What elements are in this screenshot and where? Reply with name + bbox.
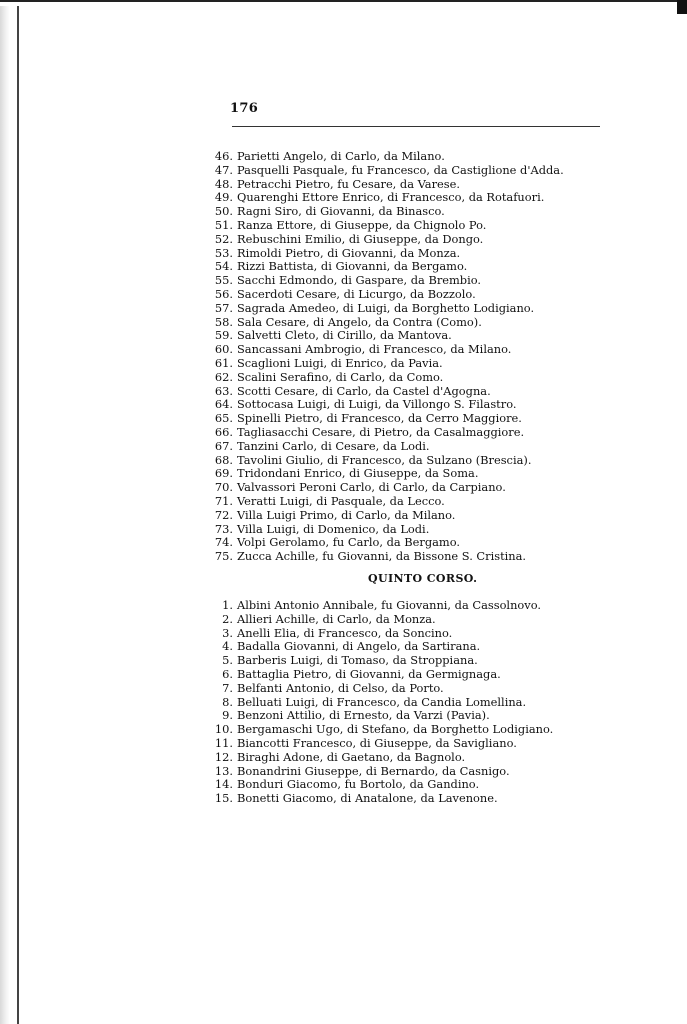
entry-text: Ragni Siro, di Giovanni, da Binasco. (237, 204, 445, 219)
entry-text: Rimoldi Pietro, di Giovanni, da Monza. (237, 245, 461, 260)
entry-number: 2. (222, 611, 233, 626)
entry-text: Rizzi Battista, di Giovanni, da Bergamo. (237, 259, 468, 274)
list-item (200, 302, 564, 316)
list-item (200, 247, 564, 261)
entry-number: 9. (222, 708, 233, 723)
entry-text: Sala Cesare, di Angelo, da Contra (Como). (237, 314, 482, 329)
entry-number: 53. (214, 245, 233, 260)
page-number: 176 (230, 101, 259, 116)
list-item (200, 536, 564, 550)
entry-number: 70. (214, 480, 233, 495)
entry-number: 74. (214, 535, 233, 550)
list-item (200, 385, 564, 399)
entry-text: Bergamaschi Ugo, di Stefano, da Borghetto Lodigiano. (237, 722, 554, 737)
entry-number: 65. (214, 411, 233, 426)
entry-text: Veratti Luigi, di Pasquale, da Lecco. (237, 493, 445, 508)
entry-text: Badalla Giovanni, di Angelo, da Sartirana. (237, 639, 481, 654)
section-title: QUINTO CORSO. (368, 572, 478, 585)
entry-number: 7. (222, 680, 233, 695)
list-item (200, 440, 564, 454)
list-item (200, 765, 553, 779)
entry-number: 73. (214, 521, 233, 536)
list-item (200, 150, 564, 164)
entry-text: Tridondani Enrico, di Giuseppe, da Soma. (237, 466, 479, 481)
list-item (200, 481, 564, 495)
entry-number: 63. (214, 383, 233, 398)
entry-text: Sottocasa Luigi, di Luigi, da Villongo S. Filastro. (237, 397, 517, 412)
entry-number: 62. (214, 369, 233, 384)
entry-number: 58. (214, 314, 233, 329)
list-item (200, 599, 553, 613)
list-item (200, 219, 564, 233)
list-item (200, 205, 564, 219)
entry-text: Tavolini Giulio, di Francesco, da Sulzano (Brescia). (237, 452, 532, 467)
list-item (200, 164, 564, 178)
entry-text: Pasquelli Pasquale, fu Francesco, da Castiglione d'Adda. (237, 162, 564, 177)
entry-number: 10. (214, 722, 233, 737)
list-item (200, 523, 564, 537)
header-rule (232, 126, 600, 127)
entry-text: Volpi Gerolamo, fu Carlo, da Bergamo. (237, 535, 461, 550)
list-item (200, 668, 553, 682)
entry-text: Bonetti Giacomo, di Anatalone, da Lavenone. (237, 791, 498, 806)
entry-text: Sancassani Ambrogio, di Francesco, da Milano. (237, 342, 512, 357)
list-item (200, 357, 564, 371)
entry-number: 3. (222, 625, 233, 640)
entry-text: Tanzini Carlo, di Cesare, da Lodi. (237, 438, 430, 453)
entry-number: 6. (222, 666, 233, 681)
entry-number: 60. (214, 342, 233, 357)
entry-text: Biraghi Adone, di Gaetano, da Bagnolo. (237, 749, 466, 764)
entry-text: Villa Luigi, di Domenico, da Lodi. (237, 521, 430, 536)
entry-number: 14. (214, 777, 233, 792)
list-item (200, 723, 553, 737)
entry-number: 1. (222, 598, 233, 612)
entry-text: Scaglioni Luigi, di Enrico, da Pavia. (237, 355, 443, 370)
entry-number: 68. (214, 452, 233, 467)
list-item (200, 696, 553, 710)
entry-text: Sacerdoti Cesare, di Licurgo, da Bozzolo. (237, 286, 476, 301)
entry-number: 55. (214, 273, 233, 288)
entry-number: 57. (214, 300, 233, 315)
entry-number: 8. (222, 694, 233, 709)
enrollment-list-continued (200, 150, 564, 564)
entry-number: 69. (214, 466, 233, 481)
list-item (200, 316, 564, 330)
entry-text: Benzoni Attilio, di Ernesto, da Varzi (Pavia). (237, 708, 490, 723)
entry-text: Zucca Achille, fu Giovanni, da Bissone S. Cristina. (237, 549, 527, 564)
list-item (200, 550, 564, 564)
entry-text: Battaglia Pietro, di Giovanni, da Germignaga. (237, 666, 501, 681)
entry-number: 61. (214, 355, 233, 370)
entry-text: Biancotti Francesco, di Giuseppe, da Savigliano. (237, 735, 517, 750)
top-border-rule (0, 0, 687, 6)
entry-number: 75. (214, 549, 233, 564)
entry-number: 66. (214, 424, 233, 439)
list-item (200, 398, 564, 412)
entry-number: 11. (214, 735, 233, 750)
entry-number: 54. (214, 259, 233, 274)
list-item (200, 627, 553, 641)
entry-text: Allieri Achille, di Carlo, da Monza. (237, 611, 436, 626)
entry-text: Bonandrini Giuseppe, di Bernardo, da Casnigo. (237, 763, 510, 778)
entry-number: 4. (222, 639, 233, 654)
entry-text: Petracchi Pietro, fu Cesare, da Varese. (237, 176, 460, 191)
list-item (200, 509, 564, 523)
entry-number: 71. (214, 493, 233, 508)
entry-number: 48. (214, 176, 233, 191)
entry-text: Villa Luigi Primo, di Carlo, da Milano. (237, 507, 456, 522)
list-item (200, 751, 553, 765)
entry-text: Scalini Serafino, di Carlo, da Como. (237, 369, 444, 384)
entry-text: Scotti Cesare, di Carlo, da Castel d'Agogna. (237, 383, 491, 398)
entry-number: 64. (214, 397, 233, 412)
entry-text: Belluati Luigi, di Francesco, da Candia Lomellina. (237, 694, 527, 709)
entry-text: Sagrada Amedeo, di Luigi, da Borghetto Lodigiano. (237, 300, 535, 315)
entry-text: Barberis Luigi, di Tomaso, da Stroppiana. (237, 653, 478, 668)
list-item (200, 495, 564, 509)
list-item (200, 426, 564, 440)
entry-number: 5. (222, 653, 233, 668)
entry-text: Belfanti Antonio, di Celso, da Porto. (237, 680, 444, 695)
entry-text: Spinelli Pietro, di Francesco, da Cerro Maggiore. (237, 411, 522, 426)
list-item (200, 412, 564, 426)
list-item (200, 640, 553, 654)
entry-number: 59. (214, 328, 233, 343)
entry-text: Quarenghi Ettore Enrico, di Francesco, da Rotafuori. (237, 190, 545, 205)
entry-number: 49. (214, 190, 233, 205)
list-item (200, 737, 553, 751)
entry-number: 12. (214, 749, 233, 764)
list-item (200, 709, 553, 723)
entry-text: Anelli Elia, di Francesco, da Soncino. (237, 625, 453, 640)
entry-text: Ranza Ettore, di Giuseppe, da Chignolo Po. (237, 217, 487, 232)
list-item (200, 288, 564, 302)
list-item (200, 792, 553, 806)
list-item (200, 467, 564, 481)
list-item (200, 371, 564, 385)
entry-text: Albini Antonio Annibale, fu Giovanni, da Cassolnovo. (237, 598, 541, 612)
entry-number: 50. (214, 204, 233, 219)
entry-text: Salvetti Cleto, di Cirillo, da Mantova. (237, 328, 452, 343)
entry-number: 46. (214, 149, 233, 163)
list-item (200, 233, 564, 247)
entry-text: Rebuschini Emilio, di Giuseppe, da Dongo. (237, 231, 484, 246)
entry-text: Valvassori Peroni Carlo, di Carlo, da Carpiano. (237, 480, 506, 495)
entry-number: 51. (214, 217, 233, 232)
list-item (200, 778, 553, 792)
top-right-dark-band (677, 0, 687, 14)
binding-line (17, 0, 19, 1024)
list-item (200, 454, 564, 468)
entry-number: 72. (214, 507, 233, 522)
enrollment-list-quinto-corso (200, 599, 553, 806)
list-item (200, 260, 564, 274)
entry-number: 47. (214, 162, 233, 177)
entry-text: Sacchi Edmondo, di Gaspare, da Brembio. (237, 273, 482, 288)
list-item (200, 343, 564, 357)
entry-number: 52. (214, 231, 233, 246)
entry-text: Bonduri Giacomo, fu Bortolo, da Gandino. (237, 777, 480, 792)
entry-number: 56. (214, 286, 233, 301)
list-item (200, 329, 564, 343)
list-item (200, 274, 564, 288)
list-item (200, 191, 564, 205)
entry-number: 15. (214, 791, 233, 806)
list-item (200, 682, 553, 696)
list-item (200, 178, 564, 192)
entry-text: Tagliasacchi Cesare, di Pietro, da Casalmaggiore. (237, 424, 525, 439)
list-item (200, 654, 553, 668)
list-item (200, 613, 553, 627)
entry-number: 13. (214, 763, 233, 778)
entry-number: 67. (214, 438, 233, 453)
entry-text: Parietti Angelo, di Carlo, da Milano. (237, 149, 445, 163)
